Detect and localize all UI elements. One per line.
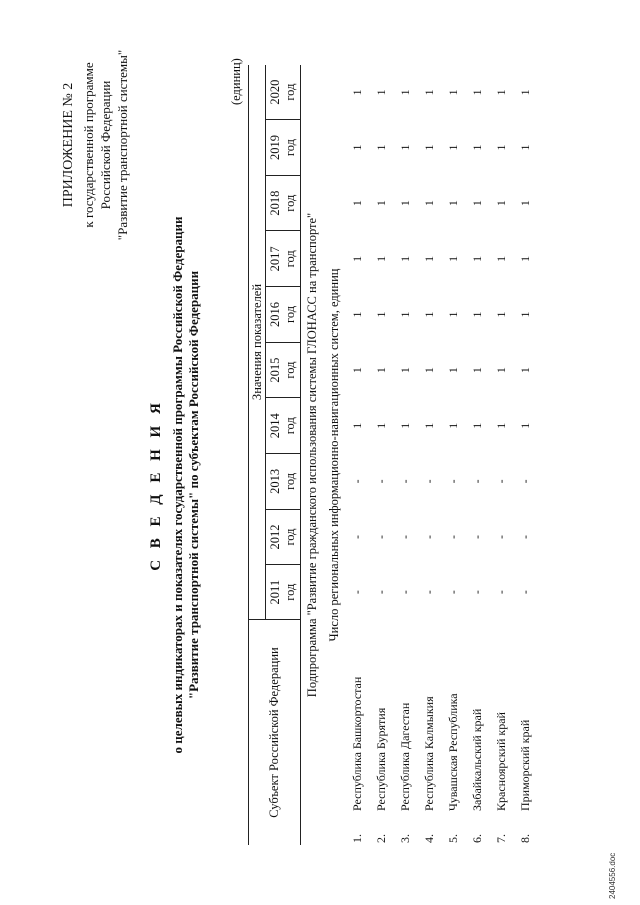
value-cell: 1 [445,422,460,429]
value-cell: 1 [517,255,532,262]
row-subject [513,620,537,846]
file-name: 2404556.doc [608,852,617,899]
value-cell: - [517,590,532,595]
year-header [266,231,301,287]
value-cell: 1 [469,200,484,207]
value-cell: - [397,535,412,540]
year-label: 2020 [268,79,282,105]
value-cell: 1 [493,144,508,151]
value-cell: 1 [445,255,460,262]
value-cell: - [397,590,412,595]
year-header [266,454,301,510]
year-unit: год [283,472,297,490]
value-cell: 1 [373,89,388,96]
value-cell: - [397,479,412,484]
appendix-block [60,35,131,255]
value-cell: 1 [349,255,364,262]
row-number: 1. [349,834,364,843]
row-name: Красноярский край [493,712,508,811]
year-label: 2011 [268,579,282,605]
value-cell: 1 [469,311,484,318]
row-name: Республика Калмыкия [421,696,436,811]
value-cell: 1 [445,144,460,151]
row-subject [369,620,393,846]
value-cell: - [373,479,388,484]
value-cell: 1 [397,367,412,374]
value-cell: - [421,535,436,540]
row-number: 2. [373,834,388,843]
document-title [148,135,202,835]
value-cell: 1 [421,367,436,374]
year-label: 2016 [268,301,282,327]
row-subject [489,620,513,846]
value-cell: - [517,535,532,540]
value-cell: - [445,479,460,484]
row-name: Республика Дагестан [397,702,412,811]
row-number: 7. [493,834,508,843]
value-cell: 1 [397,255,412,262]
row-number: 6. [469,834,484,843]
row-subject [345,620,369,846]
value-cell: - [373,590,388,595]
appendix-line-3: "Развитие транспортной системы" [115,49,130,241]
title-line-2: "Развитие транспортной системы" по субъектам Российской Федерации [186,270,201,700]
row-name: Приморский край [517,719,532,811]
value-cell: 1 [397,89,412,96]
value-cell: 1 [349,422,364,429]
value-cell: 1 [421,89,436,96]
row-name: Республика Башкортостан [349,676,364,811]
value-cell: - [517,479,532,484]
value-cell: 1 [517,200,532,207]
value-cell: - [421,590,436,595]
table-row [465,65,489,845]
appendix-line-2: Российской Федерации [98,80,113,210]
row-name: Республика Бурятия [373,707,388,811]
value-cell: 1 [517,89,532,96]
value-cell: - [349,590,364,595]
year-label: 2018 [268,190,282,216]
row-name: Чувашская Республика [445,693,460,811]
value-cell: - [349,479,364,484]
year-unit: год [283,138,297,157]
value-cell: 1 [517,144,532,151]
value-cell: 1 [421,255,436,262]
table-row [345,65,369,845]
value-cell: 1 [373,367,388,374]
value-cell: 1 [397,422,412,429]
year-unit: год [283,194,297,212]
year-unit: год [283,528,297,546]
table-row [369,65,393,845]
row-name: Забайкальский край [469,708,484,811]
value-cell: - [421,479,436,484]
indicator-title: Число региональных информационно-навигационных систем, единиц [326,268,341,642]
value-cell: 1 [373,311,388,318]
value-cell: 1 [349,144,364,151]
year-header [266,509,301,565]
year-header [266,565,301,620]
value-cell: 1 [469,144,484,151]
year-label: 2015 [268,357,282,383]
value-cell: 1 [469,89,484,96]
value-cell: 1 [493,367,508,374]
year-unit: год [283,250,297,268]
value-cell: 1 [445,89,460,96]
subprogram-row [301,65,324,845]
value-cell: 1 [349,200,364,207]
value-cell: - [493,590,508,595]
value-cell: 1 [493,311,508,318]
value-cell: 1 [517,422,532,429]
row-number: 8. [517,834,532,843]
value-cell: 1 [397,200,412,207]
table-row [393,65,417,845]
value-cell: 1 [373,422,388,429]
year-header [266,65,301,120]
table-body [301,65,538,845]
year-label: 2019 [268,135,282,161]
value-cell: 1 [469,422,484,429]
title-main: С В Е Д Е Н И Я [148,399,164,571]
value-cell: 1 [421,144,436,151]
year-label: 2012 [268,524,282,550]
year-unit: год [283,83,297,101]
value-cell: - [493,479,508,484]
value-cell: 1 [349,311,364,318]
table-row [417,65,441,845]
year-label: 2013 [268,468,282,494]
value-cell: - [445,535,460,540]
value-cell: 1 [445,367,460,374]
appendix-line-1: к государственной программе [81,62,96,228]
value-cell: 1 [349,367,364,374]
value-cell: 1 [493,200,508,207]
value-cell: - [469,479,484,484]
value-cell: 1 [373,144,388,151]
row-number: 3. [397,834,412,843]
value-cell: 1 [373,200,388,207]
year-unit: год [283,417,297,435]
value-cell: 1 [397,311,412,318]
table-row [513,65,537,845]
year-label: 2017 [268,246,282,272]
title-line-1: о целевых индикаторах и показателях государственной программы Российской Федерации [170,216,185,754]
value-cell: 1 [493,255,508,262]
year-header [266,287,301,343]
year-header [266,398,301,454]
value-cell: 1 [397,144,412,151]
subject-header: Субъект Российской Федерации [249,620,301,846]
row-number: 4. [421,834,436,843]
year-header [266,175,301,231]
indicators-table [248,65,537,845]
value-cell: 1 [469,255,484,262]
value-cell: 1 [493,89,508,96]
value-cell: 1 [445,311,460,318]
year-unit: год [283,305,297,323]
year-unit: год [283,361,297,379]
row-subject [417,620,441,846]
value-cell: 1 [421,422,436,429]
year-label: 2014 [268,413,282,439]
value-cell: 1 [517,367,532,374]
value-cell: 1 [517,311,532,318]
value-cell: - [445,590,460,595]
year-header [266,120,301,176]
table-row [489,65,513,845]
value-cell: - [493,535,508,540]
indicator-row [323,65,345,845]
row-subject [441,620,465,846]
subprogram-title: Подпрограмма "Развитие гражданского использования системы ГЛОНАСС на транспорте" [304,212,319,698]
row-subject [393,620,417,846]
value-cell: 1 [469,367,484,374]
value-cell: - [349,535,364,540]
value-cell: 1 [349,89,364,96]
value-cell: 1 [421,200,436,207]
value-cell: 1 [421,311,436,318]
value-cell: - [469,535,484,540]
row-number: 5. [445,834,460,843]
year-unit: год [283,583,297,601]
row-subject [465,620,489,846]
value-cell: 1 [373,255,388,262]
appendix-number: ПРИЛОЖЕНИЕ № 2 [61,82,76,208]
units-label: (единиц) [229,58,243,105]
value-cell: - [373,535,388,540]
value-cell: 1 [445,200,460,207]
values-header: Значения показателей [249,65,266,620]
value-cell: - [469,590,484,595]
value-cell: 1 [493,422,508,429]
table-row [441,65,465,845]
year-header [266,342,301,398]
